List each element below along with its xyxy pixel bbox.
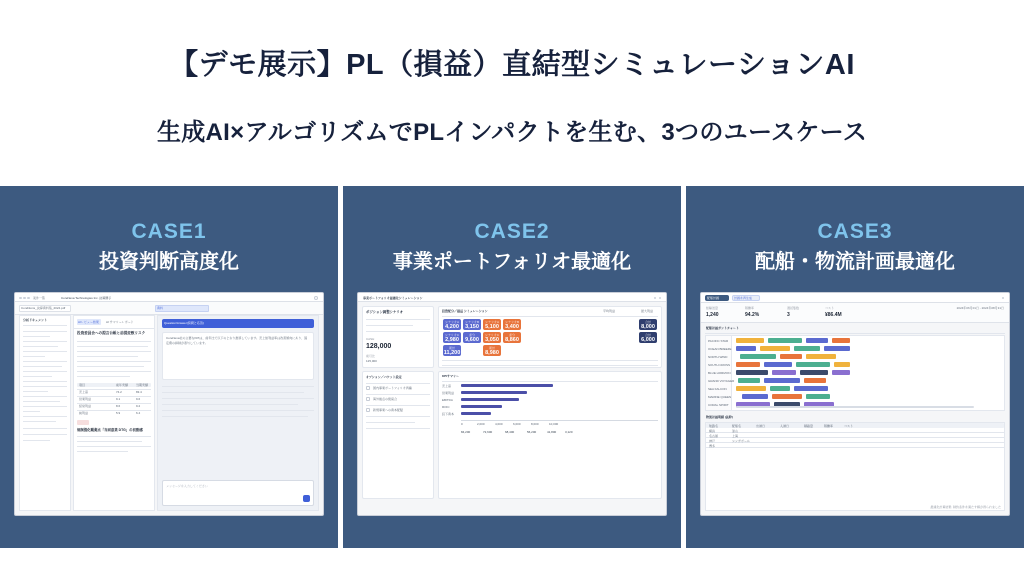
case2-kpi-card-11	[483, 345, 501, 356]
case1-td-2-2: 9.2	[136, 404, 141, 408]
case-name-1: 投資判断高度化	[99, 251, 239, 274]
case2-chart-tick-1: 2,000	[477, 422, 485, 426]
case2-footer-total-2: 68,400	[505, 430, 515, 434]
case2-col-group-left: 平均利益	[602, 309, 615, 313]
case2-kpi-label: CASH	[366, 337, 375, 341]
case2-kpi-card-7	[639, 332, 657, 343]
case2-footer-total-1: 72,600	[483, 430, 493, 434]
case3-th-6: コスト	[844, 423, 854, 428]
case-panel-1	[0, 186, 338, 548]
case1-answer-text: CoreNexa社の主要なKPIは、前年比で以下のとおり推移しています。売上総利益率は改善傾向にあり、固定費の抑制が寄与しています。	[166, 336, 308, 345]
case2-kpi-card-10-value: 11,200	[443, 349, 461, 356]
case-name-3: 配船・物流計画最適化	[755, 251, 955, 274]
case3-port-5: 上海	[732, 434, 739, 438]
case3-vessel-1: OCEAN BREEZE	[708, 347, 732, 351]
case2-chart-cat-2: EBITDA	[442, 398, 453, 402]
case3-th-3: 入港日	[780, 423, 790, 428]
case2-chart-bar-2	[461, 398, 519, 401]
case2-kpi-card-7-value: 6,000	[641, 336, 655, 343]
case3-kpi-value-2: 3	[787, 312, 790, 318]
case3-port-6: シンガポール	[732, 439, 750, 443]
case2-kpi-card-0	[443, 319, 461, 330]
case-panel-2	[343, 186, 681, 548]
case2-kpi-card-8-value: 9,600	[465, 336, 479, 343]
case3-footer-note: 最適化計算結果: 制約条件を満たす解が得られました	[930, 504, 1001, 509]
case2-chart-cat-3: ROIC	[442, 405, 450, 409]
case2-kpi-card-0-label: シナリオA	[445, 319, 459, 324]
case3-kpi-value-3: ¥86.4M	[825, 312, 842, 318]
case2-kpi-card-9-value: 8,860	[505, 336, 519, 343]
case2-section-title: ポジション調整シナリオ	[366, 310, 404, 314]
case1-tab-0[interactable]: Conditions_決算資料集_2024.pdf	[21, 306, 66, 310]
case1-window-title: CoreNexa Technologies Inc. 決算開示	[61, 295, 112, 300]
case2-kpi-sub-value: 125,000	[366, 359, 377, 363]
case3-kpi-label-0: 総輸送量	[706, 306, 719, 310]
case3-kpi-label-1: 稼働率	[745, 306, 755, 310]
case3-th-0: 航路名	[709, 423, 719, 428]
case3-vessel-2: NORTH WIND	[708, 355, 728, 359]
case2-chart-cat-1: 営業利益	[442, 391, 455, 395]
case1-screenshot	[14, 292, 324, 516]
case3-vessel-4: BLUE HORIZON	[708, 371, 731, 375]
case1-answer-card	[162, 332, 314, 380]
case2-chart-bar-4	[461, 412, 491, 415]
case1-breadcrumb: 案件一覧	[33, 295, 46, 300]
case1-td-0-1: 74.2	[116, 390, 122, 394]
case2-kpi-card-2-label: シナリオC	[444, 332, 460, 337]
case3-titlebar	[701, 293, 1009, 303]
case3-port-3: 博多	[709, 444, 716, 448]
case1-titlebar	[15, 293, 323, 302]
case2-kpi-card-0-value: 4,200	[445, 323, 459, 330]
case1-td-0-2: 83.4	[136, 390, 142, 394]
page-subtitle: 生成AI×アルゴリズムでPLインパクトを生む、3つのユースケース	[156, 119, 868, 146]
case2-window-title: 事業ポートフォリオ最適化シミュレーション	[363, 295, 423, 300]
case3-button-0[interactable]: 配船計画	[707, 296, 720, 300]
case2-kpi-card-3	[639, 319, 657, 330]
case3-port-0: 横浜	[709, 429, 716, 433]
case3-th-2: 出港日	[756, 423, 766, 428]
case2-kpi-card-6-value: 3,050	[485, 336, 499, 343]
case2-chart-bar-1	[461, 391, 527, 394]
case2-side-item-1[interactable]: 海外拠点の統廃合	[373, 397, 398, 401]
case2-chart-tick-2: 4,000	[495, 422, 503, 426]
case3-screenshot	[700, 292, 1010, 516]
case2-chart-cat-4: 投下資本	[442, 412, 455, 416]
case1-left-title: 分析ドキュメント	[23, 318, 48, 322]
case2-screenshot	[357, 292, 667, 516]
case2-chart-tick-4: 8,000	[531, 422, 539, 426]
case1-chat-placeholder: メッセージを入力してください	[166, 484, 208, 488]
case2-kpi-card-2-value: 2,980	[445, 336, 459, 343]
case2-scenario-card	[362, 306, 434, 368]
case1-th-2: 当期実績	[136, 383, 149, 387]
case3-port-1: 名古屋	[709, 434, 719, 438]
case2-kpi-card-1-label: シナリオB	[465, 319, 479, 324]
case3-vessel-0: PACIFIC STAR	[708, 339, 729, 343]
case3-vessel-5: GRAND VOYAGER	[708, 379, 735, 383]
case2-chart-title: KPIサマリー	[442, 374, 460, 378]
case1-td-1-1: 9.1	[116, 397, 121, 401]
case1-center-tab-0[interactable]: AIレビュー結果	[78, 320, 99, 324]
case2-kpi-card-2	[443, 332, 461, 343]
case1-th-0: 項目	[79, 383, 86, 387]
page-title: 【デモ展示】PL（損益）直結型シミュレーションAI	[169, 49, 855, 81]
case1-left-panel	[19, 315, 71, 511]
case2-col-group-right: 最大利益	[640, 309, 653, 313]
case2-kpi-card-1-value: 3,150	[465, 323, 479, 330]
case1-headline-1: 投資委員会への提言台帳と前提変数リスク	[77, 331, 146, 335]
case2-chart-bar-0	[461, 384, 553, 387]
case2-chart-tick-0: 0	[461, 422, 463, 426]
case2-result-title: 投資配分／損益 シミュレーション	[442, 309, 488, 313]
case3-gantt	[705, 335, 1005, 411]
case3-kpi-strip	[701, 303, 1009, 323]
case1-center-tab-1[interactable]: AI サマリーレポート	[106, 320, 134, 324]
case-panel-3	[686, 186, 1024, 548]
case2-kpi-card-11-label: 累計	[488, 345, 495, 350]
case1-td-1-2: 9.6	[136, 397, 141, 401]
case3-kpi-label-2: 遅延隻数	[787, 306, 800, 310]
case2-side-item-2[interactable]: 新規事業への資本配賦	[373, 408, 404, 412]
case1-tabbar	[15, 302, 323, 315]
case2-chart-tick-5: 10,000	[549, 422, 559, 426]
case1-center-panel	[73, 315, 155, 511]
case2-chart-tick-3: 6,000	[513, 422, 521, 426]
case1-tab-1[interactable]: 資料	[157, 306, 164, 310]
case3-vessel-6: SEA FALCON	[708, 387, 727, 391]
case2-kpi-card-6	[483, 332, 501, 343]
case3-kpi-value-1: 94.2%	[745, 312, 760, 318]
case1-chat-input[interactable]	[162, 480, 314, 506]
case2-kpi-card-7-label: 合計	[644, 332, 651, 337]
case-panels	[0, 186, 1024, 548]
case2-kpi-card-3-value: 8,000	[641, 323, 655, 330]
case1-td-3-1: 5.9	[116, 411, 121, 415]
case2-kpi-card-8-label: 差分	[468, 332, 475, 337]
case2-results-card	[438, 306, 662, 368]
case2-kpi-card-11-value: 8,980	[485, 349, 499, 356]
case1-send-button[interactable]	[303, 495, 310, 502]
case2-kpi-card-8	[463, 332, 481, 343]
case2-kpi-card-3-label: 合計	[644, 319, 651, 324]
case3-kpi-label-3: コスト	[825, 306, 835, 310]
case2-kpi-card-4-value: 5,100	[485, 323, 499, 330]
case1-right-panel	[157, 315, 319, 511]
case2-kpi-card-5-label: シナリオB	[505, 319, 519, 324]
case2-options-card	[362, 371, 434, 499]
case-label-2: CASE2	[474, 220, 550, 243]
case2-kpi-card-10	[443, 345, 461, 356]
case3-port-4: 釜山	[732, 429, 739, 433]
case3-vessel-8: CORAL SPIRIT	[708, 403, 729, 407]
case2-side-item-0[interactable]: 国内事業ポートフォリオ再編	[373, 386, 412, 390]
case2-kpi-card-5	[503, 319, 521, 330]
case3-date-range: 2024年06月01日 - 2024年08月31日	[956, 306, 1004, 310]
case1-td-3-2: 6.4	[136, 411, 141, 415]
case2-kpi-card-4	[483, 319, 501, 330]
case2-footer-total-5: 3,120	[565, 430, 573, 434]
case3-th-5: 稼働率	[824, 423, 834, 428]
case1-td-2-1: 8.6	[116, 404, 121, 408]
case1-td-3-0: 純利益	[79, 411, 89, 415]
case2-footer-total-4: 41,800	[547, 430, 557, 434]
case2-footer-total-3: 56,200	[527, 430, 537, 434]
case-name-2: 事業ポートフォリオ最適化	[392, 251, 632, 274]
case1-td-1-0: 営業利益	[79, 397, 92, 401]
case3-vessel-list	[706, 336, 735, 410]
case2-chart-cat-0: 売上高	[442, 384, 452, 388]
case3-vessel-3: SOUTH CROSS	[708, 363, 731, 367]
case3-gantt-title: 配船計画ガントチャート	[706, 326, 739, 330]
case2-kpi-card-9	[503, 332, 521, 343]
case2-titlebar	[358, 293, 666, 302]
case1-headline-2: 規制強化観測点「当面意業 DTG」の初動感	[77, 428, 143, 432]
case-label-3: CASE3	[817, 220, 893, 243]
case2-kpi-value: 128,000	[366, 343, 392, 350]
case3-th-4: 積載量	[804, 423, 814, 428]
case2-kpi-card-10-label: 累計	[448, 345, 455, 350]
case2-kpi-card-9-label: 差分	[508, 332, 515, 337]
case1-th-1: 前年実績	[116, 383, 129, 387]
case-label-1: CASE1	[131, 220, 207, 243]
case3-table	[705, 422, 1005, 511]
case2-kpi-card-4-label: シナリオA	[485, 319, 499, 324]
case2-kpi-card-6-label: シナリオC	[484, 332, 500, 337]
case1-td-0-0: 売上高	[79, 390, 89, 394]
case3-gantt-scrollbar[interactable]	[736, 406, 974, 408]
case1-td-2-0: 経常利益	[79, 404, 92, 408]
case3-port-2: 神戸	[709, 439, 716, 443]
case2-chart-card	[438, 371, 662, 499]
case2-kpi-sub-label: 前月比	[366, 354, 376, 358]
case2-footer-total-0: 84,200	[461, 430, 471, 434]
case2-chart-bar-3	[461, 405, 502, 408]
case3-th-1: 配船名	[732, 423, 742, 428]
case2-side-list-title: オプション／バケット設定	[366, 375, 402, 379]
case2-kpi-card-1	[463, 319, 481, 330]
case3-vessel-7: MARINE QUEEN	[708, 395, 732, 399]
case1-right-title: Question/Answer(質問と応答)	[164, 321, 204, 325]
case2-kpi-card-5-value: 3,400	[505, 323, 519, 330]
case3-kpi-value-0: 1,240	[706, 312, 719, 318]
case3-button-1[interactable]: 計画を再生成	[734, 296, 753, 300]
case3-table-title: 物流計画明細 (抜粋)	[706, 415, 733, 419]
